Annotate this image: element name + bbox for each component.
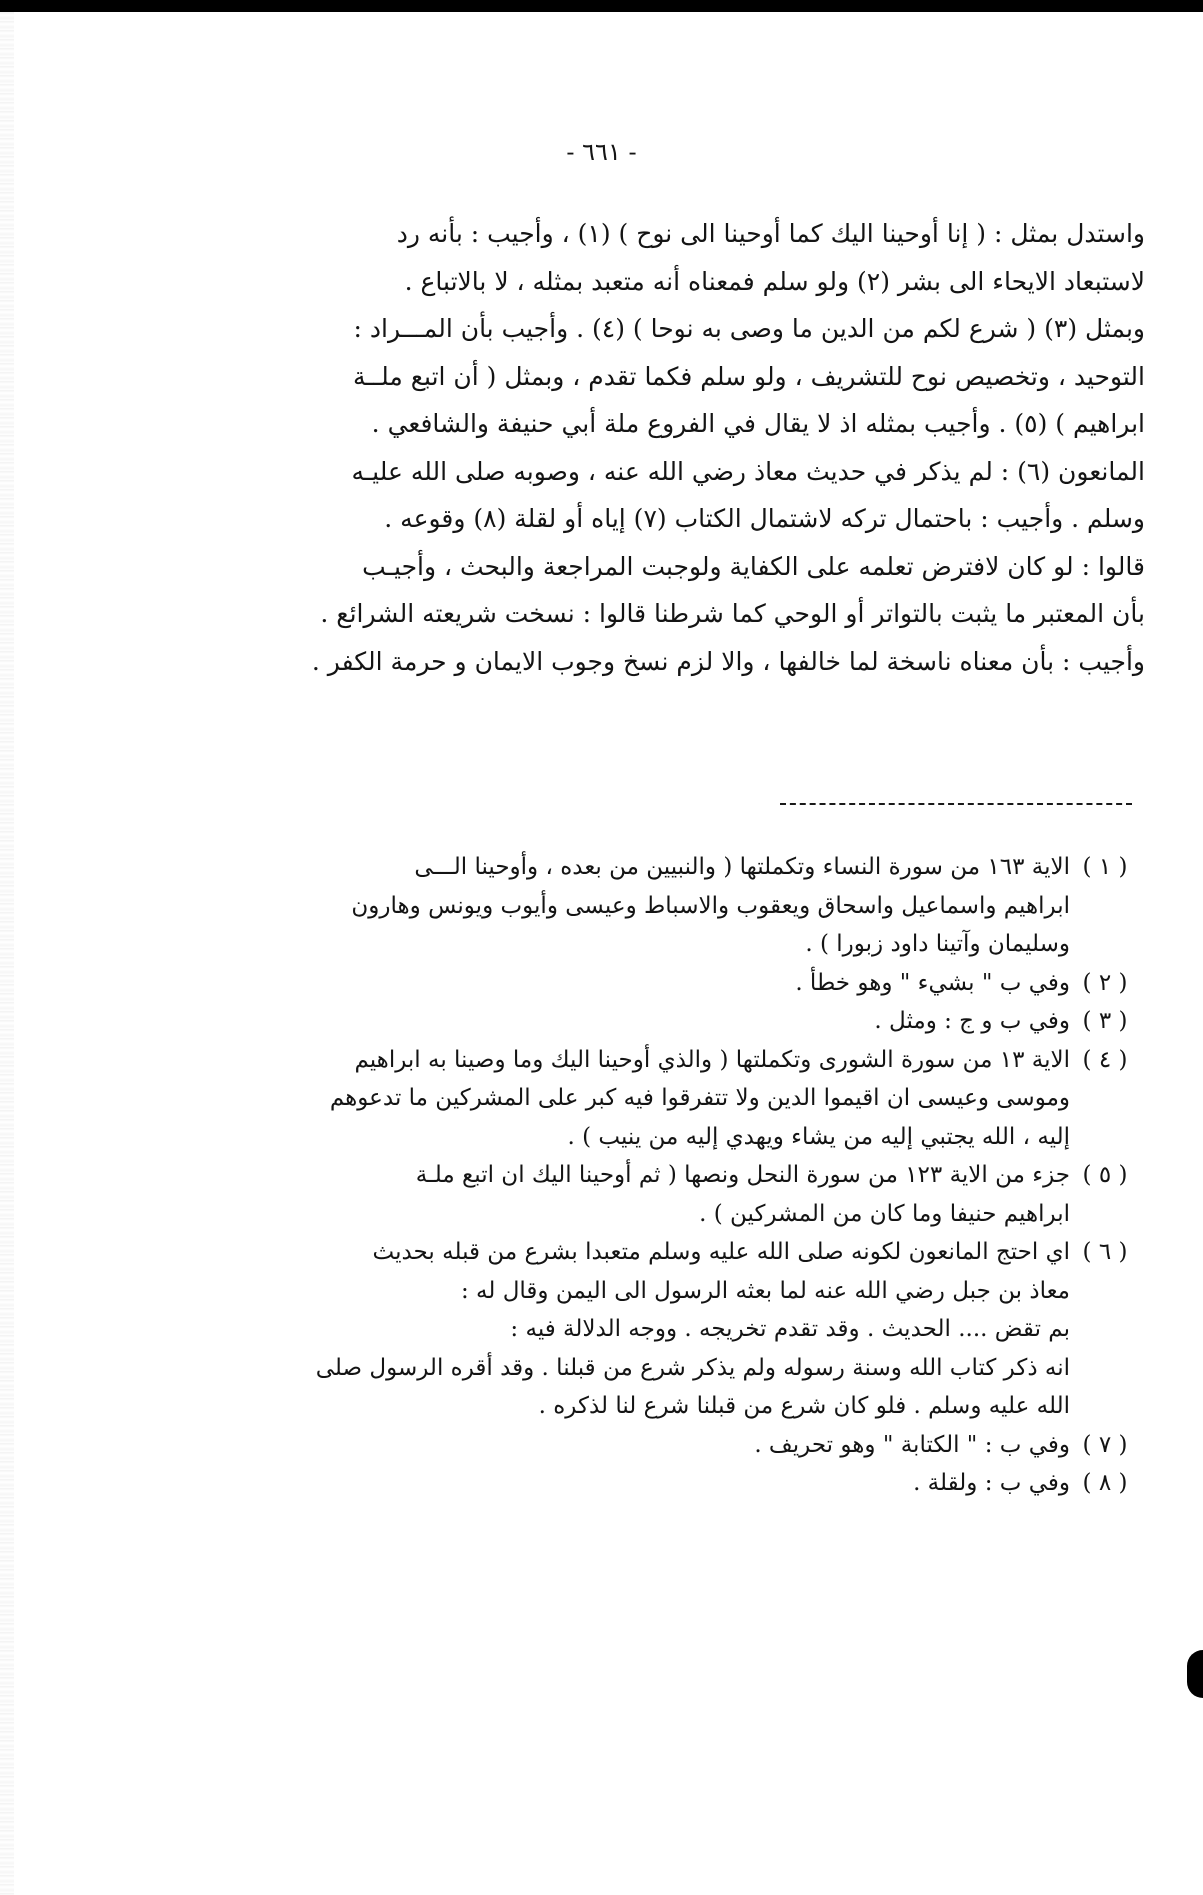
footnote-text	[195, 848, 1070, 964]
footnote-text	[195, 1002, 1070, 1041]
footnote-line: اي احتج المانعون لكونه صلى الله عليه وسلم متعبدا بشرع من قبله بحديث	[372, 1239, 1070, 1265]
footnote-line: الاية ١٣ من سورة الشورى وتكملتها ( والذي أوحينا اليك وما وصينا به ابراهيم	[354, 1046, 1070, 1073]
footnote-text	[195, 1464, 1070, 1503]
footnote-text	[195, 1041, 1070, 1157]
text-line: لاستبعاد الايحاء الى بشر (٢) ولو سلم فمعناه أنه متعبد بمثله ، لا بالاتباع .	[404, 266, 1145, 296]
footnote-text	[195, 1156, 1070, 1233]
footnote-number: ( ٤ )	[1082, 1046, 1128, 1073]
footnote-line: الله عليه وسلم . فلو كان شرع من قبلنا شرع لنا لذكره .	[538, 1393, 1070, 1419]
footnote-text	[195, 964, 1070, 1003]
page-number: - ٦٦١ -	[566, 138, 637, 166]
footnote-line: وسليمان وآتينا داود زبورا ) .	[805, 931, 1070, 957]
footnote-line: وفي ب " بشيء " وهو خطأ .	[795, 969, 1070, 996]
footnote-number: ( ٨ )	[1082, 1470, 1128, 1496]
text-line: واستدل بمثل : ( إنا أوحينا اليك كما أوحينا الى نوح ) (١) ، وأجيب : بأنه رد	[396, 219, 1145, 248]
footnote-6	[195, 1233, 1140, 1426]
footnote-line: وفي ب : " الكتابة " وهو تحريف .	[754, 1431, 1070, 1458]
text-line: وسلم . وأجيب : باحتمال تركه لاشتمال الكتاب (٧) إياه أو لقلة (٨) وقوعه .	[384, 504, 1145, 533]
footnotes	[195, 848, 1140, 1503]
footnote-line: وفي ب : ولقلة .	[913, 1470, 1070, 1496]
scan-top-border	[0, 0, 1203, 12]
footnote-line: جزء من الاية ١٢٣ من سورة النحل ونصها ( ثم أوحينا اليك ان اتبع ملـة	[415, 1162, 1070, 1188]
footnote-line: بم تقض .... الحديث . وقد تقدم تخريجه . ووجه الدلالة فيه :	[510, 1316, 1070, 1342]
scan-edge-mark	[1187, 1650, 1203, 1698]
footnote-8	[195, 1464, 1140, 1503]
footnote-number: ( ٦ )	[1082, 1239, 1128, 1265]
scan-left-edge	[0, 12, 14, 1895]
footnote-7	[195, 1426, 1140, 1465]
text-line: ابراهيم ) (٥) . وأجيب بمثله اذ لا يقال في الفروع ملة أبي حنيفة والشافعي .	[371, 409, 1145, 438]
footnote-2	[195, 964, 1140, 1003]
text-line: وأجيب : بأن معناه ناسخة لما خالفها ، والا لزم نسخ وجوب الايمان و حرمة الكفر .	[311, 646, 1145, 676]
footnote-text	[195, 1426, 1070, 1465]
text-line: قالوا : لو كان لافترض تعلمه على الكفاية ولوجبت المراجعة والبحث ، وأجيـب	[362, 551, 1145, 581]
footnote-text	[195, 1233, 1070, 1426]
text-line: بأن المعتبر ما يثبت بالتواتر أو الوحي كما شرطنا قالوا : نسخت شريعته الشرائع .	[320, 599, 1145, 628]
footnote-line: ابراهيم واسماعيل واسحاق ويعقوب والاسباط وعيسى وأيوب ويونس وهارون	[351, 892, 1070, 919]
footnote-line: إليه ، الله يجتبي إليه من يشاء ويهدي إليه من ينيب ) .	[567, 1123, 1070, 1150]
footnote-3	[195, 1002, 1140, 1041]
footnote-number: ( ٢ )	[1082, 969, 1128, 996]
footnote-number: ( ٥ )	[1082, 1162, 1128, 1188]
footnote-number: ( ١ )	[1082, 854, 1128, 880]
footnote-line: ابراهيم حنيفا وما كان من المشركين ) .	[699, 1200, 1070, 1227]
text-line: المانعون (٦) : لم يذكر في حديث معاذ رضي الله عنه ، وصوبه صلى الله عليـه	[351, 456, 1145, 486]
footnote-number: ( ٣ )	[1082, 1008, 1128, 1034]
footnote-line: وموسى وعيسى ان اقيموا الدين ولا تتفرقوا فيه كبر على المشركين ما تدعوهم	[329, 1085, 1070, 1111]
text-line: وبمثل (٣) ( شرع لكم من الدين ما وصى به نوحا ) (٤) . وأجيب بأن المـــراد :	[353, 314, 1145, 343]
footnote-line: وفي ب و ج : ومثل .	[874, 1008, 1070, 1034]
footnote-line: الاية ١٦٣ من سورة النساء وتكملتها ( والنبيين من بعده ، وأوحينا الـــى	[414, 854, 1070, 880]
footnote-1	[195, 848, 1140, 964]
footnote-separator	[780, 803, 1132, 805]
footnote-4	[195, 1041, 1140, 1157]
text-line: التوحيد ، وتخصيص نوح للتشريف ، ولو سلم فكما تقدم ، وبمثل ( أن اتبع ملــة	[353, 361, 1145, 391]
footnote-line: انه ذكر كتاب الله وسنة رسوله ولم يذكر شرع من قبلنا . وقد أقره الرسول صلى	[315, 1354, 1070, 1381]
footnote-5	[195, 1156, 1140, 1233]
main-text	[225, 210, 1145, 685]
footnote-number: ( ٧ )	[1082, 1431, 1128, 1458]
footnote-line: معاذ بن جبل رضي الله عنه لما بعثه الرسول الى اليمن وقال له :	[461, 1277, 1070, 1304]
